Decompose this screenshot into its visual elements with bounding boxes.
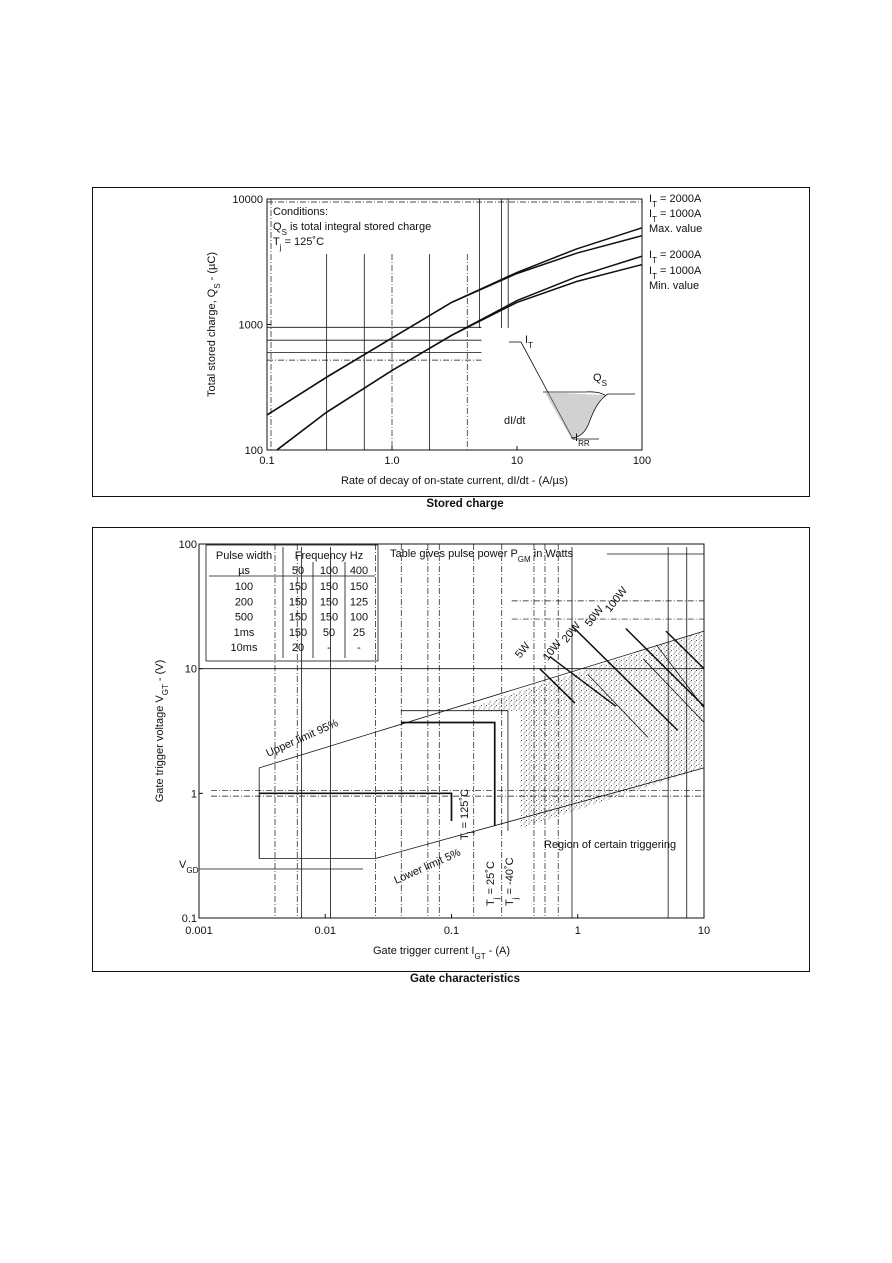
power-curve-label: 100W [602, 584, 631, 615]
stored-charge-caption: Stored charge [426, 498, 504, 510]
x-tick-label: 10 [510, 455, 524, 467]
table-cell: 150 [288, 626, 308, 639]
x-tick-label: 0.1 [443, 925, 460, 937]
table-cell: 150 [319, 596, 339, 609]
inset-it-label: $I_T$ [525, 334, 533, 350]
x-tick-label: 10 [697, 925, 711, 937]
x-tick-label: 0.001 [185, 925, 213, 937]
y-tick-label: 10 [184, 663, 197, 676]
table-cell: 150 [349, 581, 369, 593]
table-subheader-cell: 100 [319, 565, 339, 577]
y-tick-label: 0.1 [181, 913, 197, 925]
gate-characteristics-chart [93, 528, 809, 971]
upper-limit-label: Upper limit 95% [264, 717, 341, 760]
tj-25-label: $T_j$ = 25˚C [485, 861, 501, 906]
conditions-title: Conditions: [273, 206, 329, 218]
tj-25-boundary [401, 722, 494, 825]
table-cell: - [357, 642, 361, 655]
power-curve-label: 50W [582, 603, 607, 630]
inset-qs-label: $Q_S$ [593, 372, 607, 388]
table-title: Table gives pulse power $P_{GM}$ in Watts [390, 548, 574, 564]
table-cell: 150 [288, 611, 308, 624]
power-curve-label: 20W [559, 619, 584, 646]
table-cell: 10ms [230, 642, 258, 655]
legend-entry-4: $I_T = 2000A$ [649, 249, 702, 265]
tj-minus40-boundary [401, 711, 508, 831]
table-subheader-cell: 400 [349, 565, 369, 577]
lower-limit-label: Lower limit 5% [392, 846, 463, 887]
x-axis-label: Gate trigger current $I_{GT} - (A)$ [372, 945, 511, 961]
table-cell: 125 [349, 596, 369, 609]
table-header-frequency: Frequency Hz [294, 550, 364, 562]
x-axis-label: Rate of decay of on-state current, dI/dt - (A/µs) [340, 475, 569, 487]
series-line-1 [267, 228, 642, 415]
x-tick-label: 100 [632, 455, 652, 467]
certain-triggering-region [462, 631, 705, 829]
vgd-label: $V_{GD}$ [179, 859, 199, 875]
table-cell: 100 [234, 581, 254, 593]
table-cell: 20 [291, 642, 305, 655]
legend-entry-6: Min. value [649, 280, 700, 292]
stored-charge-chart [93, 188, 809, 496]
table-cell: 150 [319, 581, 339, 593]
x-tick-label: 1 [574, 925, 581, 937]
power-curve-label: 5W [513, 640, 533, 661]
gate-characteristics-chart-frame [92, 527, 810, 972]
conditions-tj: $T_j$ = 125˚C [273, 236, 325, 252]
tj-minus40-label: $T_j$ = -40˚C [504, 857, 520, 906]
legend-entry-2: $I_T = 1000A$ [649, 208, 702, 224]
stored-charge-chart-frame [92, 187, 810, 497]
power-curve-label: 10W [540, 637, 565, 663]
tj-125-boundary [259, 793, 451, 821]
table-header-pulse-width: Pulse width [215, 550, 273, 562]
tj-125-label: $T_j$ = 125˚C [459, 788, 475, 840]
x-tick-label: 0.01 [314, 925, 336, 937]
table-cell: 150 [288, 596, 308, 609]
table-cell: 200 [234, 596, 254, 609]
inset-irr-label: $I_{RR}$ [575, 432, 590, 448]
table-cell: 50 [322, 626, 336, 639]
region-label: Region of certain triggering [544, 839, 677, 851]
x-tick-label: 1.0 [384, 455, 400, 467]
conditions-qs: $Q_S$ is total integral stored charge [273, 221, 432, 237]
table-cell: 150 [319, 611, 339, 624]
table-cell: 150 [288, 581, 308, 593]
table-cell: 500 [234, 611, 254, 624]
inset-didt-label: dI/dt [504, 415, 526, 427]
y-axis-label: Total stored charge, $Q_S - (\mu C)$ [206, 252, 222, 397]
legend-entry-3: Max. value [649, 223, 703, 235]
legend-entry-5: $I_T = 1000A$ [649, 265, 702, 281]
y-axis-label: Gate trigger voltage $V_{GT} - (V)$ [154, 659, 170, 803]
x-tick-label: 0.1 [259, 455, 275, 467]
y-tick-label: 1000 [238, 319, 263, 332]
table-cell: 100 [349, 611, 369, 624]
y-tick-label: 100 [178, 539, 197, 551]
y-tick-label: 100 [244, 445, 263, 457]
table-cell: 25 [352, 626, 366, 639]
table-cell: - [327, 642, 331, 655]
series-line-2 [267, 236, 642, 415]
legend-entry-1: $I_T = 2000A$ [649, 193, 702, 209]
gate-characteristics-caption: Gate characteristics [410, 973, 520, 985]
y-tick-label: 10000 [232, 194, 263, 206]
table-subheader-cell: µs [238, 565, 250, 577]
table-subheader-cell: 50 [291, 565, 305, 577]
table-cell: 1ms [233, 626, 255, 639]
y-tick-label: 1 [190, 788, 197, 801]
